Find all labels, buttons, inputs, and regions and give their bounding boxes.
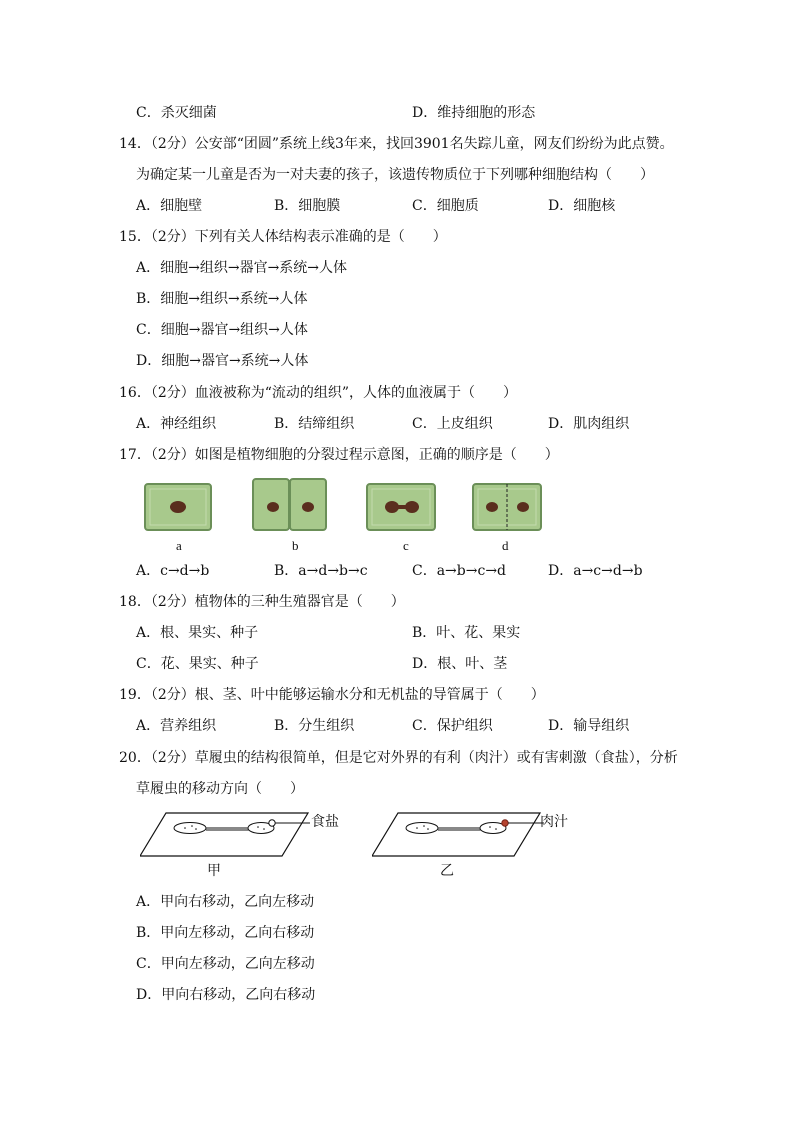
q15-option-c: C．细胞→器官→组织→人体 bbox=[136, 322, 308, 338]
q17-option-d: D．a→c→d→b bbox=[548, 563, 643, 579]
cell-division-figure bbox=[140, 476, 560, 536]
q20-stem-line2: 草履虫的移动方向（ ） bbox=[136, 781, 304, 797]
q19-option-c: C．保护组织 bbox=[412, 718, 493, 734]
q14-option-d: D．细胞核 bbox=[548, 198, 616, 214]
cell-label-c: c bbox=[403, 538, 409, 553]
q13-option-d: D．维持细胞的形态 bbox=[412, 105, 536, 121]
paramecium-slide-jia bbox=[140, 808, 310, 860]
q14-option-a: A．细胞壁 bbox=[136, 198, 203, 214]
cell-a bbox=[145, 484, 211, 530]
q15-option-b: B．细胞→组织→系统→人体 bbox=[136, 291, 308, 307]
q18-stem: 18．（2分）植物体的三种生殖器官是（ ） bbox=[119, 594, 405, 610]
q19-option-a: A．营养组织 bbox=[136, 718, 217, 734]
q14-stem-line2: 为确定某一儿童是否为一对夫妻的孩子，该遗传物质位于下列哪种细胞结构（ ） bbox=[136, 167, 654, 183]
salt-label: 食盐 bbox=[311, 814, 339, 830]
q17-stem: 17．（2分）如图是植物细胞的分裂过程示意图，正确的顺序是（ ） bbox=[119, 447, 559, 463]
q20-option-d: D．甲向右移动，乙向右移动 bbox=[136, 987, 316, 1003]
q20-option-a: A．甲向右移动，乙向左移动 bbox=[136, 894, 315, 910]
q18-option-a: A．根、果实、种子 bbox=[136, 625, 259, 641]
q15-option-a: A．细胞→组织→器官→系统→人体 bbox=[136, 260, 348, 276]
meat-juice-label: 肉汁 bbox=[540, 814, 568, 830]
q18-option-d: D．根、叶、茎 bbox=[412, 656, 508, 672]
salt-crystal bbox=[269, 820, 275, 826]
q14-option-b: B．细胞膜 bbox=[274, 198, 341, 214]
cell-label-d: d bbox=[502, 538, 509, 553]
q18-option-c: C．花、果实、种子 bbox=[136, 656, 259, 672]
q20-stem-line1: 20．（2分）草履虫的结构很简单，但是它对外界的有利（肉汁）或有害刺激（食盐），分析 bbox=[119, 750, 678, 766]
paramecium-slide-yi bbox=[372, 808, 544, 860]
cell-d bbox=[473, 484, 541, 530]
q14-stem-line1: 14．（2分）公安部“团圆”系统上线3年来，找回3901名失踪儿童，网友们纷纷为此点赞。 bbox=[119, 136, 674, 152]
q19-option-d: D．输导组织 bbox=[548, 718, 630, 734]
cell-label-b: b bbox=[292, 538, 299, 553]
q20-option-c: C．甲向左移动，乙向左移动 bbox=[136, 956, 315, 972]
q14-option-c: C．细胞质 bbox=[412, 198, 479, 214]
cell-label-a: a bbox=[176, 538, 182, 553]
q17-option-c: C．a→b→c→d bbox=[412, 563, 507, 579]
q16-stem: 16．（2分）血液被称为“流动的组织”，人体的血液属于（ ） bbox=[119, 385, 518, 401]
fig-jia-caption: 甲 bbox=[207, 863, 221, 879]
q19-stem: 19．（2分）根、茎、叶中能够运输水分和无机盐的导管属于（ ） bbox=[119, 687, 545, 703]
q18-option-b: B．叶、花、果实 bbox=[412, 625, 521, 641]
cell-c bbox=[367, 484, 435, 530]
cell-b bbox=[253, 479, 326, 530]
meat-juice-drop bbox=[502, 820, 508, 826]
q19-option-b: B．分生组织 bbox=[274, 718, 355, 734]
q16-option-d: D．肌肉组织 bbox=[548, 416, 630, 432]
q20-option-b: B．甲向左移动，乙向右移动 bbox=[136, 925, 315, 941]
q16-option-c: C．上皮组织 bbox=[412, 416, 493, 432]
q17-option-a: A．c→d→b bbox=[136, 563, 210, 579]
q15-stem: 15．（2分）下列有关人体结构表示准确的是（ ） bbox=[119, 229, 447, 245]
q15-option-d: D．细胞→器官→系统→人体 bbox=[136, 353, 309, 369]
q17-option-b: B．a→d→b→c bbox=[274, 563, 368, 579]
q13-option-c: C．杀灭细菌 bbox=[136, 105, 217, 121]
q16-option-b: B．结缔组织 bbox=[274, 416, 355, 432]
fig-yi-caption: 乙 bbox=[440, 863, 454, 879]
q16-option-a: A．神经组织 bbox=[136, 416, 217, 432]
nucleus bbox=[170, 501, 186, 513]
